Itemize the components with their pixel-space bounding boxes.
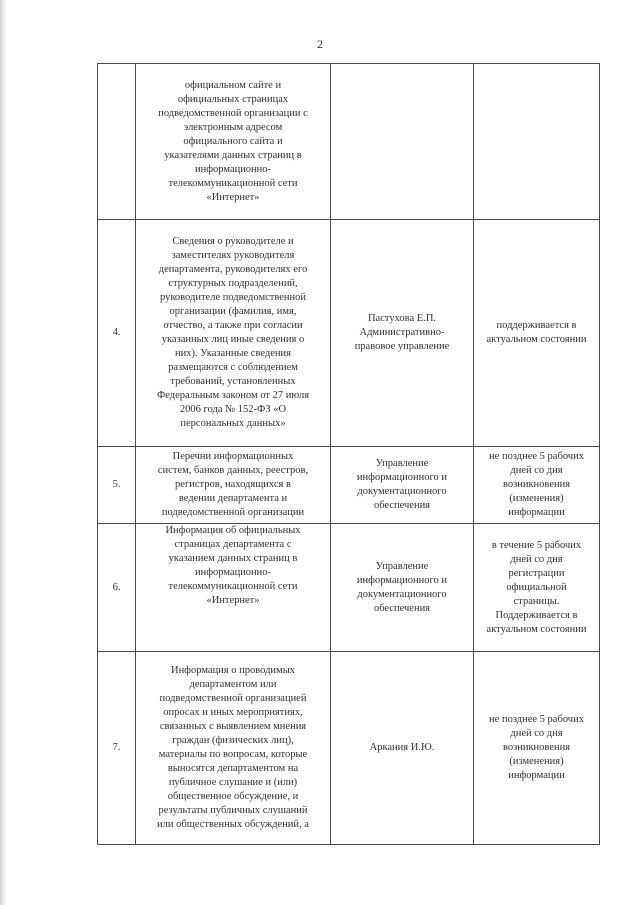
row-number-cell: 6. (98, 524, 136, 652)
term-cell (474, 652, 600, 845)
term-cell (474, 220, 600, 447)
table-row (98, 220, 600, 447)
document-table (97, 63, 600, 845)
page-number: 2 (317, 37, 323, 51)
description-cell (136, 652, 331, 845)
row-number-cell: 4. (98, 220, 136, 447)
row-number-cell (98, 64, 136, 220)
row-number-cell: 5. (98, 447, 136, 524)
table-row (98, 447, 600, 524)
responsible-cell (331, 447, 474, 524)
description-cell (136, 64, 331, 220)
responsible-cell (331, 652, 474, 845)
description-text: Перечни информационных систем, банков данных, реестров, регистров, находящихся в ведении департамента и подведомственной организации (157, 451, 309, 518)
responsible-text: Управление информационного и документационного обеспечения (356, 560, 448, 614)
term-text: не позднее 5 рабочих дней со дня возникновения (изменения) информации (489, 451, 584, 518)
description-cell (136, 524, 331, 652)
description-text: Информация о проводимых департаментом или подведомственной организацией опросах и иных мероприятиях, связанных с выявлением мнения граждан (физических лиц), материалы по вопросам, которые выносятся департаментом на публичное слушание и (или) общественное обсуждение, и результаты публичных слушаний или общественных обсуждений, а (157, 665, 309, 830)
description-text: Информация об официальных страницах департамента с указанием данных страниц в информационно- телекоммуникационной сети «Интернет» (165, 525, 301, 606)
term-text: в течение 5 рабочих дней со дня регистрации официальной страницы. Поддерживается в актуальном состоянии (486, 539, 587, 635)
responsible-text: Пастухова Е.П. Административно- правовое управление (354, 313, 450, 352)
description-text: официальном сайте и официальных страницах подведомственной организации с электронным адресом официального сайта и указателями данных страниц в информационно- телекоммуникационной сети «Интернет» (158, 79, 308, 203)
term-cell (474, 524, 600, 652)
scan-edge (0, 0, 7, 905)
term-text: не позднее 5 рабочих дней со дня возникновения (изменения) информации (489, 714, 584, 781)
description-cell (136, 447, 331, 524)
table-row (98, 64, 600, 220)
row-number-cell: 7. (98, 652, 136, 845)
term-text: поддерживается в актуальном состоянии (486, 320, 587, 345)
description-cell (136, 220, 331, 447)
table-row (98, 524, 600, 652)
description-text: Сведения о руководителе и заместителях руководителя департамента, руководителях его структурных подразделений, руководителе подведомственной организации (фамилия, имя, отчество, а также при согласии указанных лиц иные сведения о них). Указанные сведения размещаются с соблюдением требований, установленных Федеральным законом от 27 июля 2006 года № 152-ФЗ «О персональных данных» (156, 236, 310, 429)
table-row (98, 652, 600, 845)
term-cell (474, 64, 600, 220)
responsible-cell (331, 524, 474, 652)
responsible-cell (331, 220, 474, 447)
responsible-cell (331, 64, 474, 220)
responsible-text: Управление информационного и документационного обеспечения (356, 458, 448, 511)
term-cell (474, 447, 600, 524)
responsible-text: Аркания И.Ю. (369, 742, 435, 753)
